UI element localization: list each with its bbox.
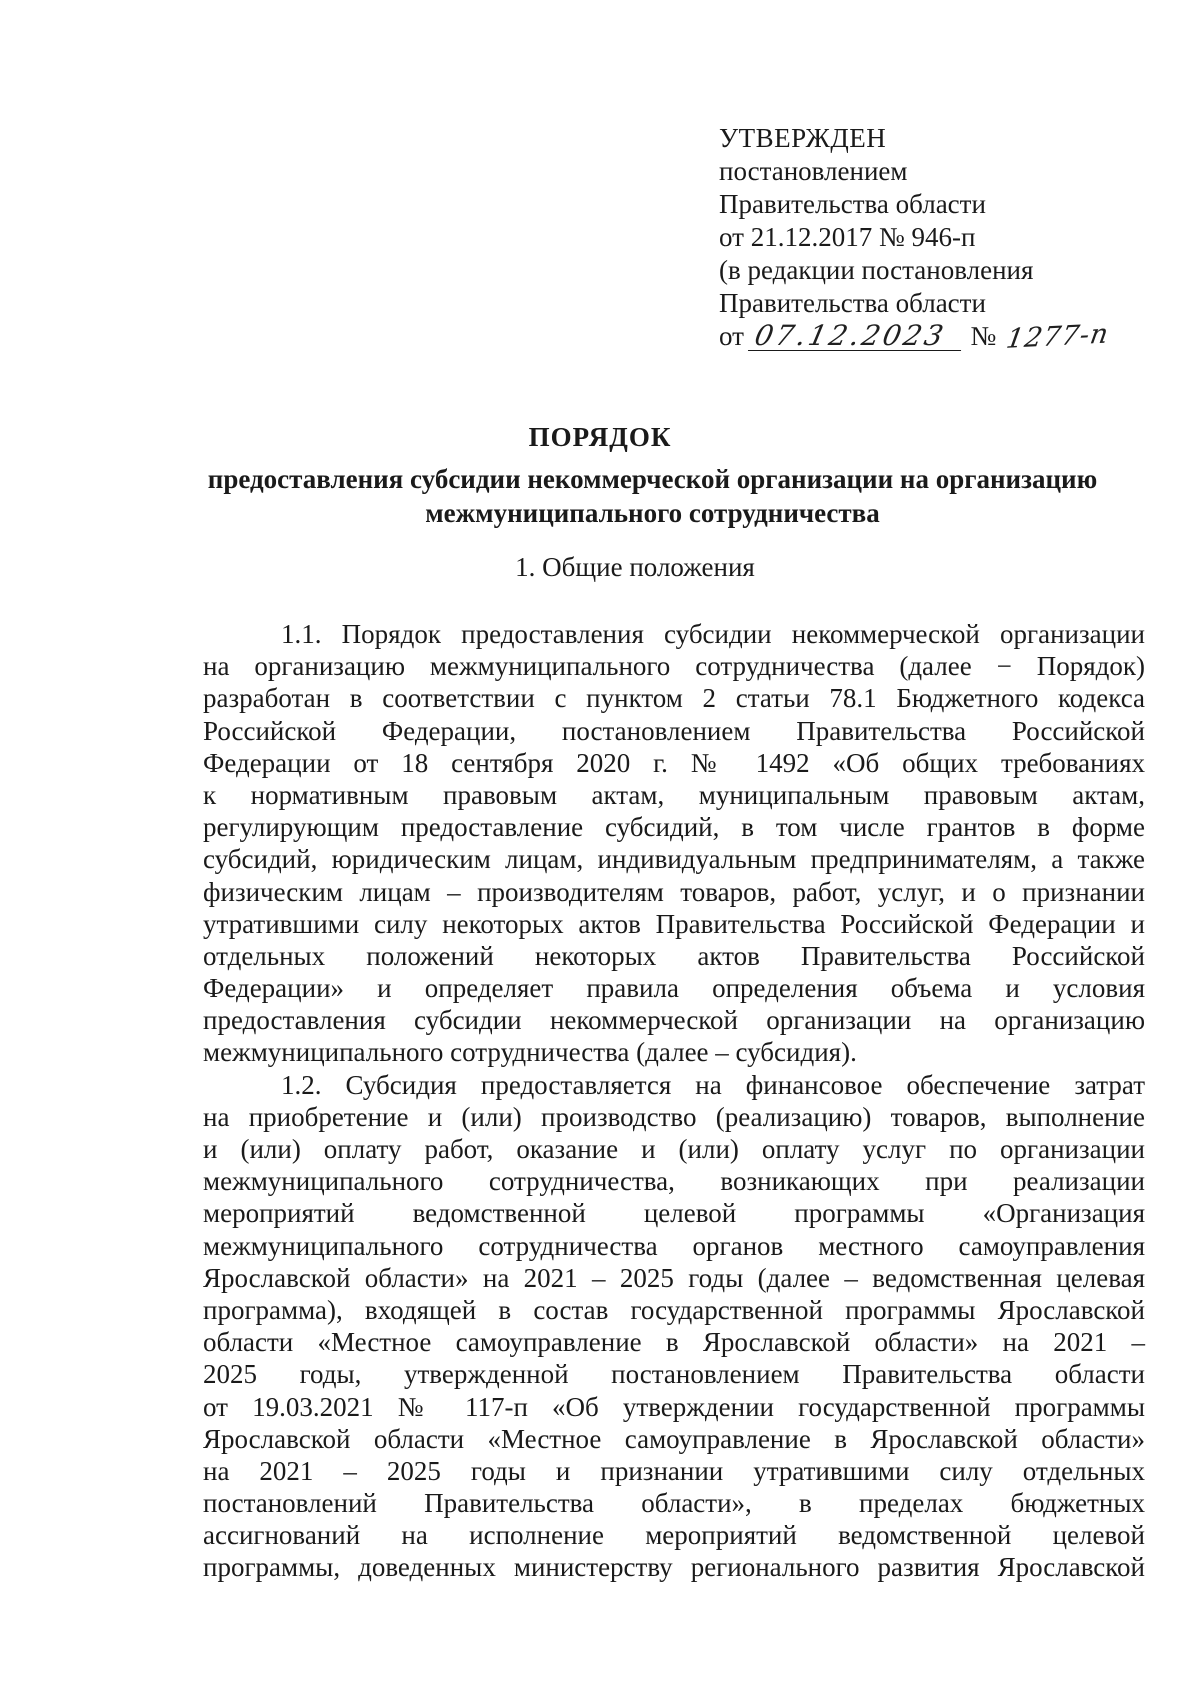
paragraph-line: физическим лицам – производителям товаров, работ, услуг, и о признании (203, 876, 1145, 907)
paragraph-line: Российской Федерации, постановлением Правительства Российской (203, 715, 1145, 746)
paragraph-line: межмуниципального сотрудничества органов местного самоуправления (203, 1230, 1145, 1261)
paragraph-line: регулирующим предоставление субсидий, в том числе грантов в форме (203, 812, 1145, 843)
paragraph-line: межмуниципального сотрудничества (далее – субсидия). (203, 1037, 857, 1068)
paragraph-line: Ярославской области «Местное самоуправление в Ярославской области» (203, 1423, 1145, 1454)
approval-signature-line (719, 320, 1139, 353)
paragraph-line: к нормативным правовым актам, муниципальным правовым актам, (203, 779, 1145, 810)
document-subtitle-line: межмуниципального сотрудничества (425, 498, 880, 528)
section-heading: 1. Общие положения (515, 552, 755, 582)
paragraph-line: от 19.03.2021 № 117-п «Об утверждении государственной программы (203, 1391, 1145, 1422)
paragraph-line: субсидий, юридическим лицам, индивидуальным предпринимателям, а также (203, 844, 1145, 875)
paragraph-line: Ярославской области» на 2021 – 2025 годы (далее – ведомственная целевая (203, 1262, 1145, 1293)
paragraph-line: межмуниципального сотрудничества, возникающих при реализации (203, 1166, 1145, 1197)
document-title: ПОРЯДОК (528, 422, 672, 452)
paragraph-line: программы, доведенных министерству регионального развития Ярославской (203, 1552, 1145, 1583)
document-subtitle-line: предоставления субсидии некоммерческой организации на организацию (207, 464, 1098, 494)
paragraph-line: программа), входящей в состав государственной программы Ярославской (203, 1294, 1145, 1325)
paragraph-line: на приобретение и (или) производство (реализацию) товаров, выполнение (203, 1101, 1145, 1132)
approval-line: постановлением (719, 156, 908, 186)
paragraph-line: Федерации» и определяет правила определения объема и условия (203, 973, 1145, 1004)
paragraph-line: на 2021 – 2025 годы и признании утратившими силу отдельных (203, 1455, 1145, 1486)
paragraph-line: 1.2. Субсидия предоставляется на финансовое обеспечение затрат (281, 1069, 1145, 1100)
approval-line: от 21.12.2017 № 946-п (719, 222, 976, 252)
paragraph-line: отдельных положений некоторых актов Правительства Российской (203, 940, 1145, 971)
document-title-block (0, 420, 1200, 530)
paragraph-line: на организацию межмуниципального сотрудничества (далее − Порядок) (203, 651, 1145, 682)
paragraph-line: области «Местное самоуправление в Ярославской области» на 2021 – (203, 1327, 1145, 1358)
approval-title: УТВЕРЖДЕН (719, 123, 887, 153)
paragraph-line: разработан в соответствии с пунктом 2 статьи 78.1 Бюджетного кодекса (203, 683, 1145, 714)
paragraph-line: ассигнований на исполнение мероприятий ведомственной целевой (203, 1520, 1145, 1551)
approval-line: Правительства области (719, 189, 986, 219)
handwritten-date: 07.12.2023 (748, 322, 967, 351)
paragraph-line: предоставления субсидии некоммерческой организации на организацию (203, 1005, 1145, 1036)
paragraph-line: и (или) оплату работ, оказание и (или) оплату услуг по организации (203, 1134, 1145, 1164)
paragraph (203, 618, 1145, 1069)
paragraph-line: Федерации от 18 сентября 2020 г. № 1492 «Об общих требованиях (203, 747, 1145, 778)
approval-line: Правительства области (719, 288, 986, 318)
paragraph-line: постановлений Правительства области», в пределах бюджетных (203, 1488, 1145, 1519)
handwritten-number: 1277-п (1004, 318, 1112, 355)
paragraph-line: 1.1. Порядок предоставления субсидии некоммерческой организации (281, 619, 1145, 649)
paragraph-line: 2025 годы, утвержденной постановлением Правительства области (203, 1359, 1145, 1390)
paragraph (203, 1069, 1145, 1584)
approval-sign-prefix: от (719, 321, 744, 351)
approval-block (719, 122, 1139, 353)
paragraph-line: утратившими силу некоторых актов Правительства Российской Федерации и (203, 908, 1145, 939)
paragraph-line: мероприятий ведомственной целевой программы «Организация (203, 1198, 1145, 1229)
approval-line: (в редакции постановления (719, 255, 1034, 285)
document-body (203, 618, 1145, 1584)
approval-number-prefix: № (970, 321, 997, 351)
